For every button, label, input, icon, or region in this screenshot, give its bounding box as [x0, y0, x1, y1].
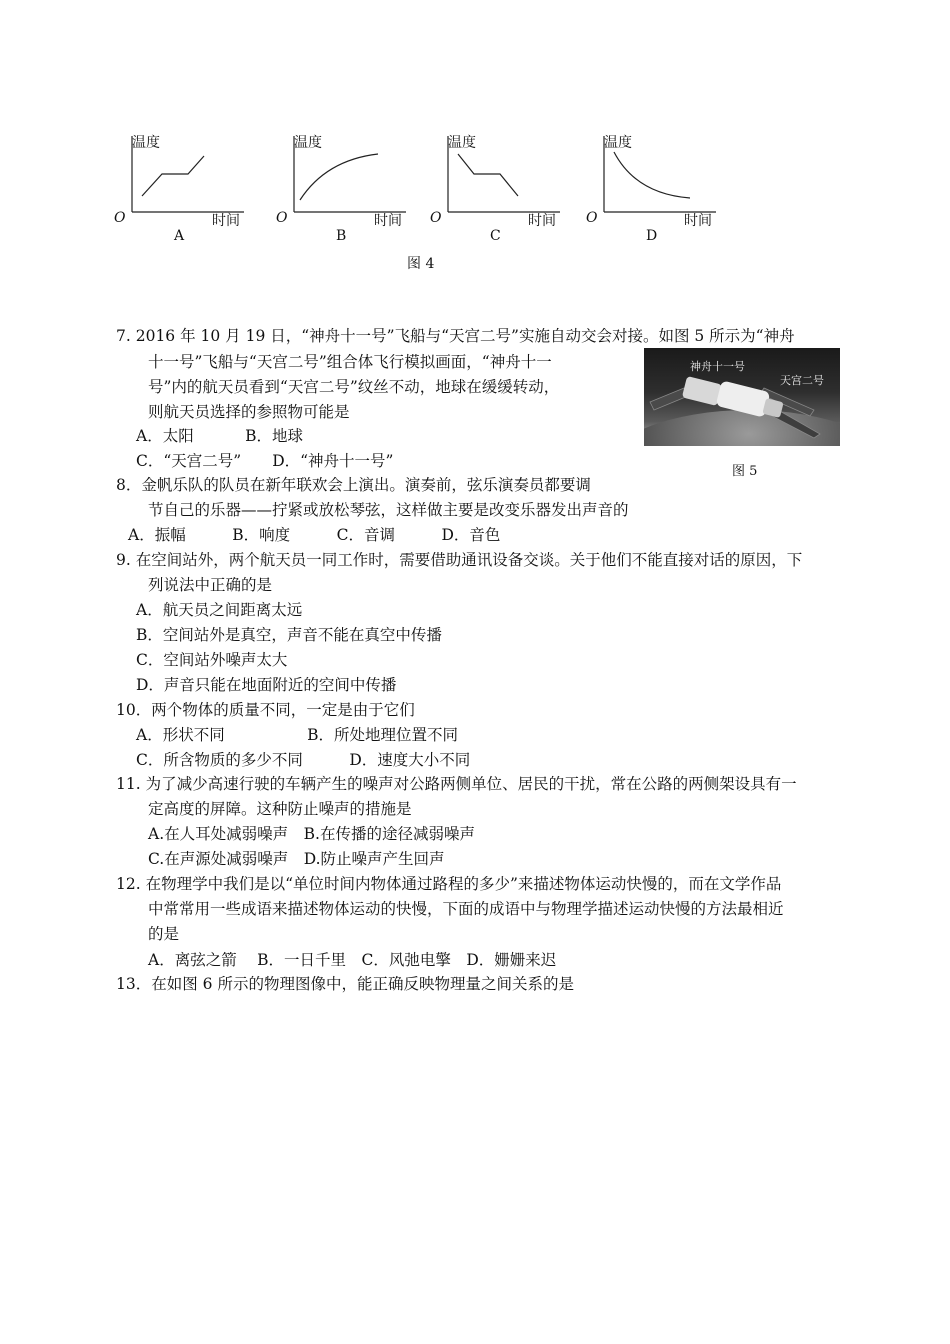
graph-b-curve [300, 154, 378, 200]
q9-option-a: A．航天员之间距离太远 [136, 601, 303, 619]
graph-a-origin: O [114, 210, 126, 226]
q7-line-2: 十一号”飞船与“天宫二号”组合体飞行模拟画面，“神舟十一 [148, 353, 552, 371]
q9-option-b: B．空间站外是真空，声音不能在真空中传播 [136, 626, 442, 644]
graph-a [114, 126, 264, 246]
q8-line-1: 8．金帆乐队的队员在新年联欢会上演出。演奏前，弦乐演奏员都要调 [116, 476, 591, 494]
q12-line-3: 的是 [148, 925, 180, 943]
q11-options-cd: C.在声源处减弱噪声 D.防止噪声产生回声 [148, 850, 445, 868]
q13-line-1: 13．在如图 6 所示的物理图像中，能正确反映物理量之间关系的是 [116, 975, 574, 993]
graph-a-ylabel: 温度 [132, 135, 160, 151]
graph-b-label: B [336, 228, 347, 244]
q12-line-1: 12. 在物理学中我们是以“单位时间内物体通过路程的多少”来描述物体运动快慢的，而在文学作品 [116, 875, 782, 893]
graph-b-origin: O [276, 210, 288, 226]
q10-options-cd: C．所含物质的多少不同 D．速度大小不同 [136, 751, 471, 769]
q12-options: A．离弦之箭 B．一日千里 C．风弛电擎 D．姗姗来迟 [148, 951, 557, 969]
q7-options-cd: C．“天宫二号” D．“神舟十一号” [136, 452, 394, 470]
graph-d-curve [614, 152, 690, 198]
q7-line-4: 则航天员选择的参照物可能是 [148, 403, 350, 421]
q7-options-ab: A．太阳 B．地球 [136, 427, 304, 445]
graph-c-curve [458, 154, 518, 196]
q9-option-d: D．声音只能在地面附近的空间中传播 [136, 676, 397, 694]
q10-options-ab: A．形状不同 B．所处地理位置不同 [136, 726, 459, 744]
graph-c-ylabel: 温度 [448, 135, 476, 151]
q10-line-1: 10．两个物体的质量不同，一定是由于它们 [116, 701, 415, 719]
q8-line-2: 节自己的乐器——拧紧或放松琴弦，这样做主要是改变乐器发出声音的 [148, 501, 629, 519]
figure-5-photo [644, 348, 840, 446]
figure-4-caption: 图 4 [407, 256, 435, 272]
graph-d-origin: O [586, 210, 598, 226]
q11-line-1: 11. 为了减少高速行驶的车辆产生的噪声对公路两侧单位、居民的干扰，常在公路的两侧架设具有一 [116, 775, 797, 793]
graph-a-xlabel: 时间 [212, 213, 240, 229]
q7-line-1: 7. 2016 年 10 月 19 日，“神舟十一号”飞船与“天宫二号”实施自动交会对接。如图 5 所示为“神舟 [116, 327, 795, 345]
graph-c [430, 126, 580, 246]
graph-b-xlabel: 时间 [374, 213, 402, 229]
q12-line-2: 中常常用一些成语来描述物体运动的快慢，下面的成语中与物理学描述运动快慢的方法最相近 [148, 900, 784, 918]
q8-options: A．振幅 B．响度 C．音调 D．音色 [128, 526, 501, 544]
graph-c-xlabel: 时间 [528, 213, 556, 229]
q9-line-2: 列说法中正确的是 [148, 576, 273, 594]
graph-b [276, 126, 426, 246]
figure-5-caption: 图 5 [732, 464, 758, 479]
graph-a-curve [142, 156, 204, 196]
photo-label-shenzhou: 神舟十一号 [690, 360, 745, 373]
q11-options-ab: A.在人耳处减弱噪声 B.在传播的途径减弱噪声 [148, 825, 475, 843]
graph-b-ylabel: 温度 [294, 135, 322, 151]
q9-line-1: 9. 在空间站外，两个航天员一同工作时，需要借助通讯设备交谈。关于他们不能直接对话的原因，下 [116, 551, 803, 569]
graph-a-label: A [174, 228, 185, 244]
q7-line-3: 号”内的航天员看到“天宫二号”纹丝不动，地球在缓缓转动， [148, 378, 560, 396]
q11-line-2: 定高度的屏障。这种防止噪声的措施是 [148, 800, 412, 818]
photo-label-tiangong: 天宫二号 [780, 374, 824, 387]
graph-d-ylabel: 温度 [604, 135, 632, 151]
graph-c-origin: O [430, 210, 442, 226]
graph-d [586, 126, 736, 246]
graph-d-xlabel: 时间 [684, 213, 712, 229]
q9-option-c: C．空间站外噪声太大 [136, 651, 288, 669]
graph-d-label: D [646, 228, 658, 244]
graph-c-label: C [490, 228, 501, 244]
